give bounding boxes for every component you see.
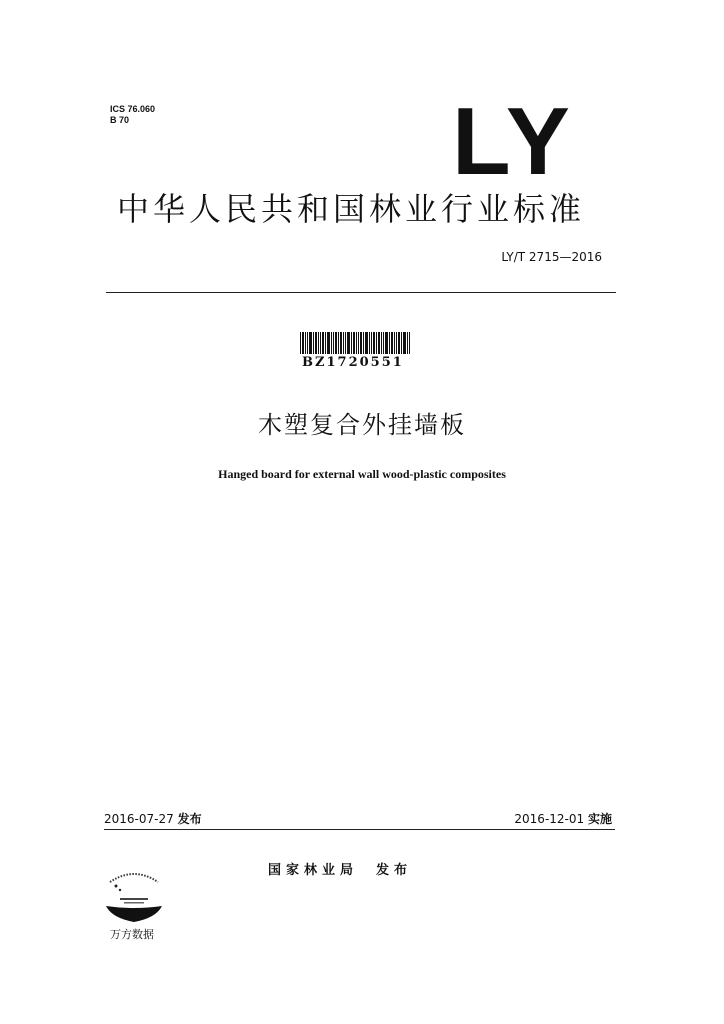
ics-code: ICS 76.060 — [110, 104, 156, 114]
implement-date-line — [514, 811, 612, 827]
wanfang-watermark-icon — [104, 864, 164, 926]
issue-date-line — [104, 811, 202, 827]
implement-date: 2016-12-01 — [514, 812, 585, 826]
standard-logo: LY — [452, 88, 574, 195]
document-title-english: Hanged board for external wall wood-plastic composites — [218, 467, 506, 481]
issue-label: 发布 — [177, 812, 202, 826]
document-title-chinese: 木塑复合外挂墙板 — [258, 411, 466, 439]
implement-label: 实施 — [587, 812, 612, 826]
watermark-caption: 万方数据 — [110, 928, 154, 941]
standard-number: LY/T 2715—2016 — [501, 250, 602, 264]
barcode-number: BZ1720551 — [302, 355, 404, 370]
issue-date: 2016-07-27 — [104, 812, 174, 826]
standard-type-title: 中华人民共和国林业行业标准 — [117, 190, 586, 228]
issuer-line — [268, 862, 412, 880]
bottom-divider — [104, 829, 615, 830]
ccs-code: B 70 — [110, 115, 130, 125]
barcode-icon — [300, 332, 410, 354]
issuer-name: 国家林业局 — [268, 863, 359, 878]
issuer-action: 发布 — [376, 863, 413, 878]
top-divider — [106, 292, 616, 293]
